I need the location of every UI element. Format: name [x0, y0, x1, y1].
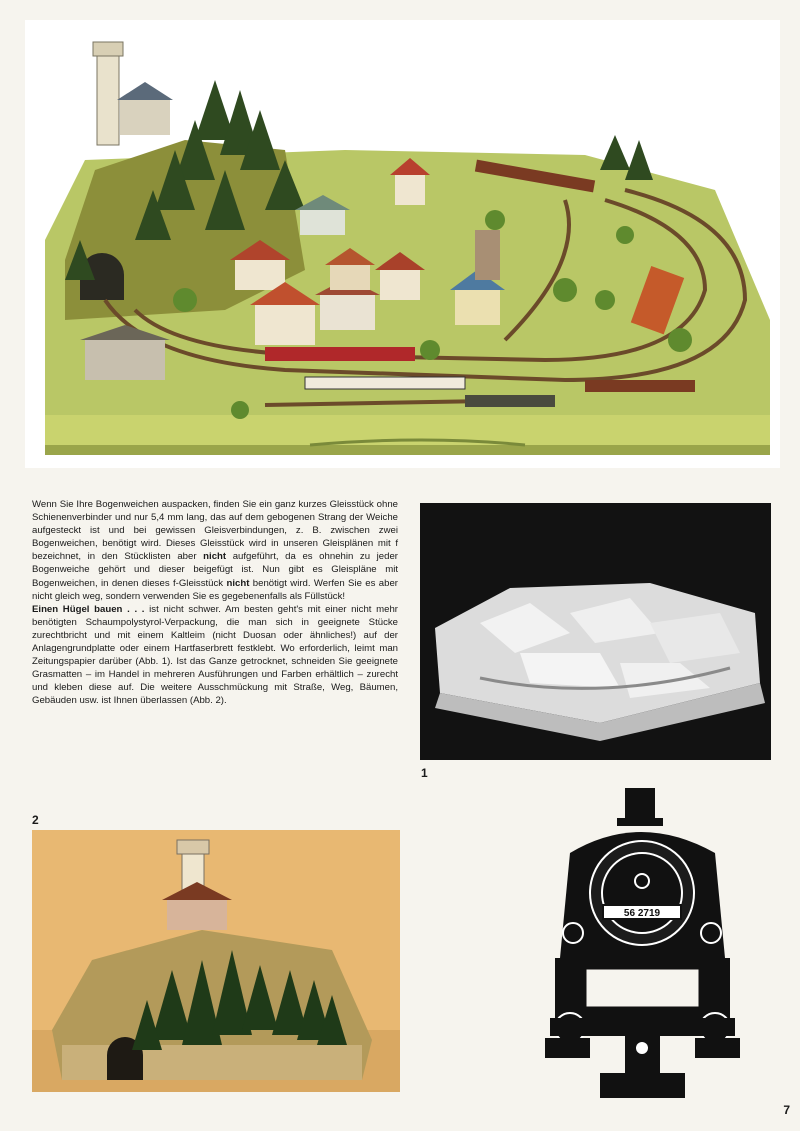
paragraph-huegel: Einen Hügel bauen . . . ist nicht schwer. Am besten geht's mit einer nicht mehr benötigten Schaumpolystyrol-Verpackung, die man sich in geeignete Stücke zurechtbricht und mit einem Kaltleim (nicht Duosan oder ähnliches!) auf der Anlagengrundplatte oder einem Hartfaserbrett festklebt. Wo erforderlich, leimt man Zeitungspapier darüber (Abb. 1). Ist das Ganze getrocknet, schneiden Sie geeignete Grasmatten – im Handel in mehreren Ausführungen und Farben erhältlich – zurecht und kleben diese auf. Die weitere Ausschmückung mit Straße, Weg, Bäumen, Gebäuden usw. ist Ihnen überlassen (Abb. 2).	[32, 603, 398, 707]
figure-2-label: 2	[32, 813, 39, 827]
emphasis-nicht: nicht	[226, 577, 250, 589]
foam-hill-photo	[420, 503, 771, 760]
model-railway-layout-photo	[25, 20, 780, 468]
hill-diorama-photo	[32, 830, 400, 1092]
section-heading: Einen Hügel bauen . . .	[32, 603, 145, 615]
emphasis-nicht: nicht	[203, 551, 227, 563]
page-number: 7	[783, 1103, 790, 1117]
paragraph-bogenweichen: Wenn Sie Ihre Bogenweichen auspacken, finden Sie ein ganz kurzes Gleisstück ohne Schienenverbinder und nur 5,4 mm lang, das auf dem gebogenen Strang der Weiche aufgesteckt ist und bei gewissen Gleisverbindungen, z. B. zwischen zwei Bogenweichen, benötigt wird. Dieses Gleisstück wird in unseren Gleisplänen mit f bezeichnet, in den Stücklisten aber nicht aufgeführt, da es ohnehin zu jeder Bogenweiche gehört und dieser beigefügt ist. Nun gibt es Gleispläne mit Bogenweichen, in denen dieses f-Gleisstück nicht benötigt wird. Werfen Sie es aber nicht gleich weg, sondern verwenden Sie es gegebenenfalls als Füllstück!	[32, 499, 399, 602]
article-text	[32, 498, 398, 708]
locomotive-number-plate: 56 2719	[623, 908, 661, 919]
steam-locomotive-front-drawing	[545, 783, 740, 1101]
figure-1-label: 1	[421, 766, 428, 780]
